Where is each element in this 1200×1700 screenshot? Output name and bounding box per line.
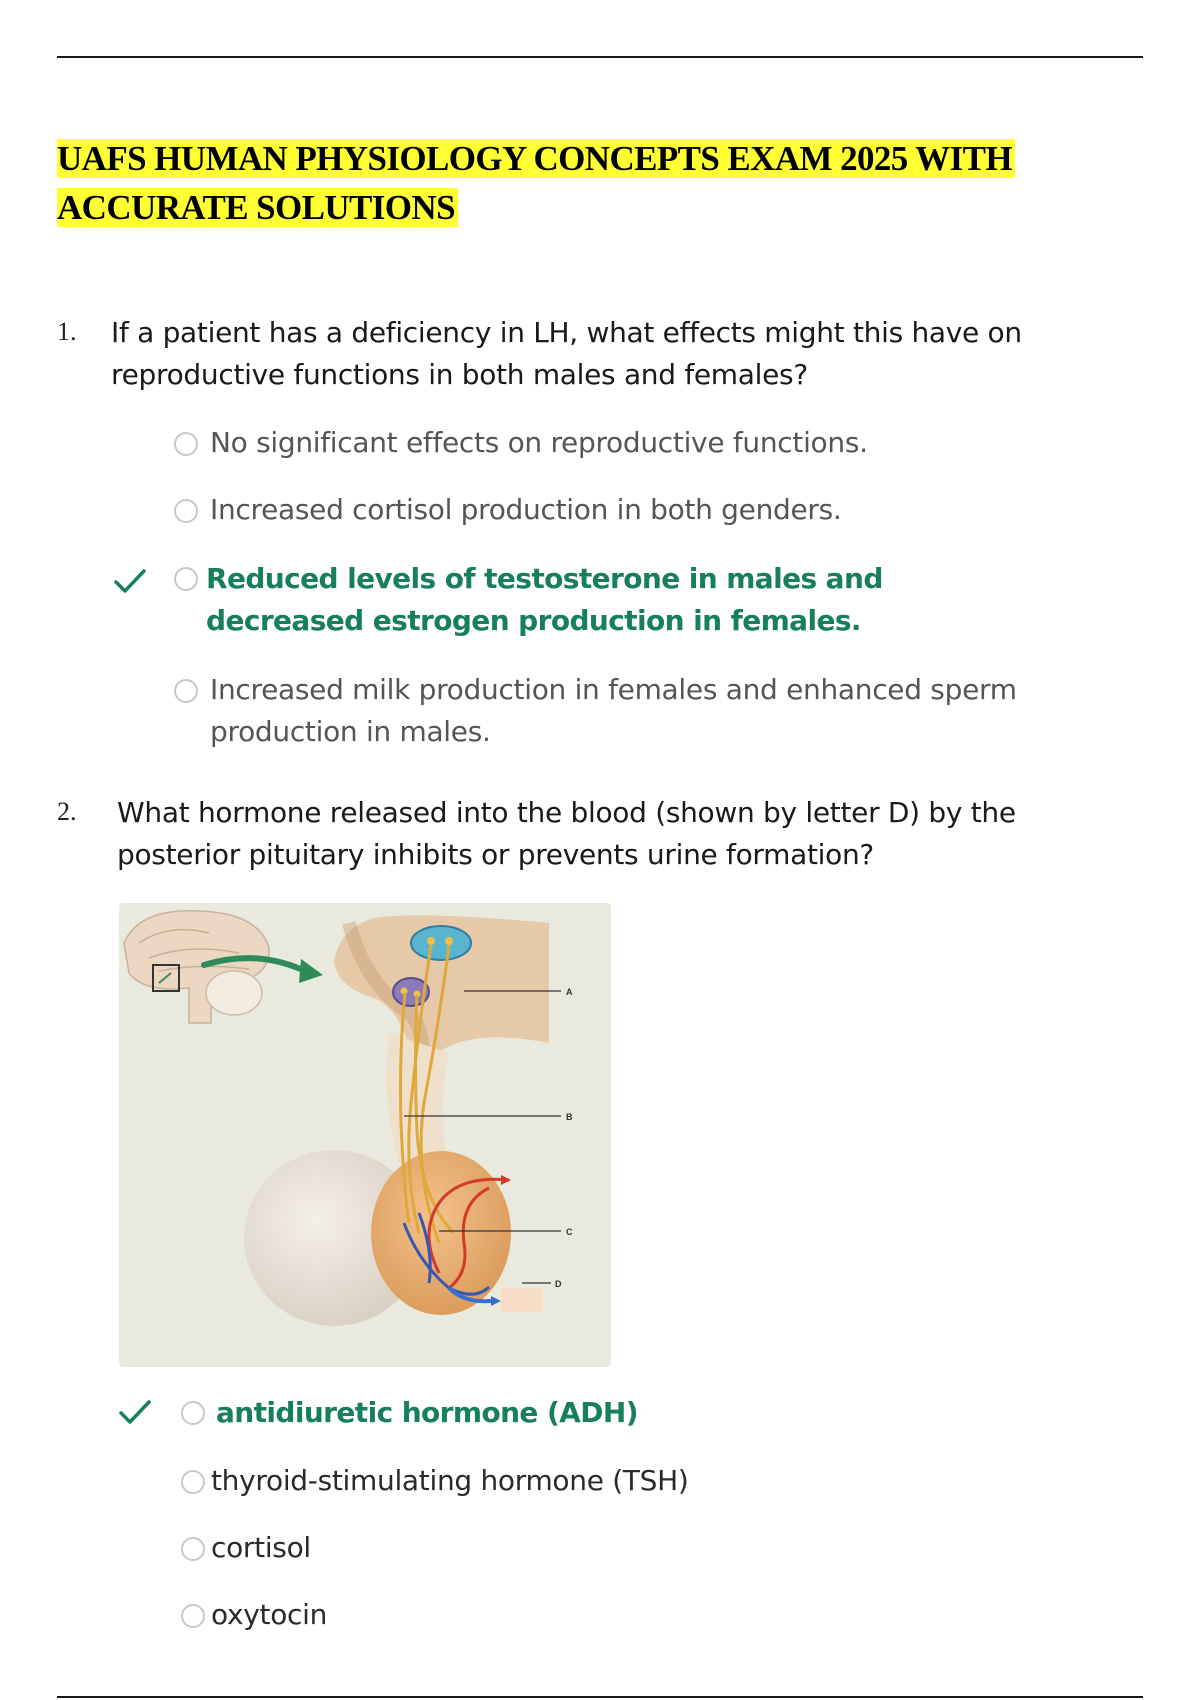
q1-option-4[interactable]: Increased milk production in females and enhanced sperm production in males.: [210, 673, 1017, 748]
pituitary-diagram: [119, 903, 611, 1367]
nucleus-upper: [411, 926, 471, 960]
q2-option-4[interactable]: oxytocin: [211, 1598, 328, 1631]
checkmark-icon: [118, 1398, 152, 1426]
title-line-2: ACCURATE SOLUTIONS: [57, 188, 458, 227]
radio-circle-icon[interactable]: [174, 567, 198, 591]
q2-option-1-correct[interactable]: antidiuretic hormone (ADH): [216, 1396, 638, 1429]
label-C: C: [566, 1227, 573, 1237]
title-line-1: UAFS HUMAN PHYSIOLOGY CONCEPTS EXAM 2025 WITH: [57, 139, 1015, 178]
bottom-rule: [57, 1696, 1143, 1698]
q1-option-3-correct[interactable]: Reduced levels of testosterone in males and decreased estrogen production in females.: [206, 562, 883, 637]
radio-circle-icon[interactable]: [174, 499, 198, 523]
posterior-pituitary: [371, 1151, 511, 1315]
question-1-text: If a patient has a deficiency in LH, what effects might this have on reproductive functions in both males and females?: [111, 316, 1022, 391]
radio-circle-icon[interactable]: [174, 679, 198, 703]
q1-option-2[interactable]: Increased cortisol production in both genders.: [210, 493, 842, 526]
label-D: D: [555, 1279, 562, 1289]
label-B: B: [566, 1112, 573, 1122]
question-2-text: What hormone released into the blood (shown by letter D) by the posterior pituitary inhibits or prevents urine formation?: [117, 796, 1016, 871]
checkmark-icon: [113, 567, 147, 595]
question-1-number: 1.: [57, 317, 77, 346]
q2-option-3[interactable]: cortisol: [211, 1531, 311, 1564]
brain-inset: [124, 911, 269, 1023]
document-title: [57, 134, 1147, 232]
question-2-number: 2.: [57, 797, 77, 826]
q2-option-2[interactable]: thyroid-stimulating hormone (TSH): [211, 1464, 689, 1497]
radio-circle-icon[interactable]: [181, 1470, 205, 1494]
radio-circle-icon[interactable]: [181, 1604, 205, 1628]
label-A: A: [566, 987, 573, 997]
radio-circle-icon[interactable]: [174, 432, 198, 456]
zoom-arrowhead: [299, 959, 323, 983]
top-rule: [57, 56, 1143, 58]
radio-circle-icon[interactable]: [181, 1537, 205, 1561]
radio-circle-icon[interactable]: [181, 1401, 205, 1425]
q1-option-1[interactable]: No significant effects on reproductive functions.: [210, 426, 868, 459]
